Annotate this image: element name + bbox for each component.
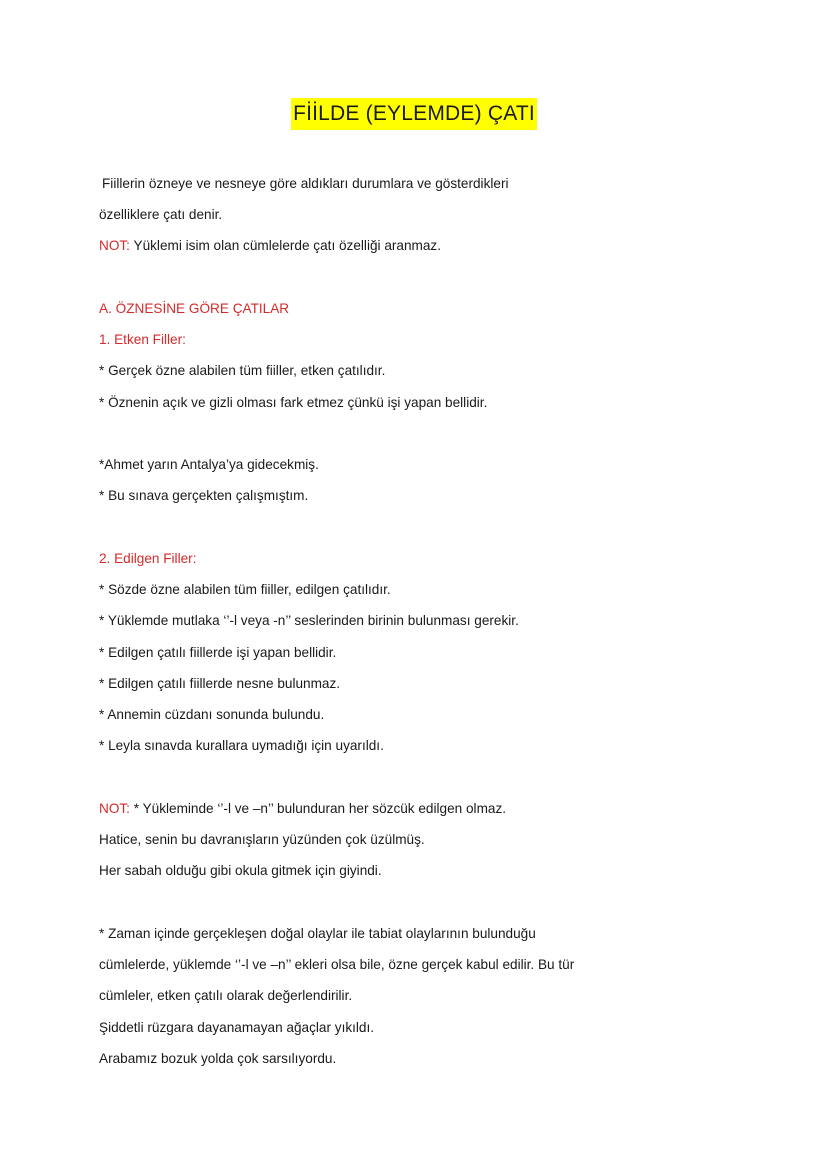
edilgen-item-2: * Yüklemde mutlaka ‘’-l veya -n’’ seslerinden birinin bulunması gerekir. — [99, 613, 519, 628]
title-wrapper — [0, 98, 828, 130]
note2-text: * Yükleminde ‘’-l ve –n’’ bulunduran her sözcük edilgen olmaz. — [129, 801, 507, 816]
edilgen-item-1: * Sözde özne alabilen tüm fiiller, edilgen çatılıdır. — [99, 582, 391, 597]
note2-label: NOT: — [99, 801, 130, 816]
note2-example-2: Her sabah olduğu gibi okula gitmek için giyindi. — [99, 863, 382, 878]
natural-line-3: cümleler, etken çatılı olarak değerlendirilir. — [99, 988, 353, 1003]
natural-line-2: cümlelerde, yüklemde ‘’-l ve –n’’ ekleri olsa bile, özne gerçek kabul edilir. Bu tür — [99, 957, 575, 972]
note-text: Yüklemi isim olan cümlelerde çatı özelliği aranmaz. — [129, 238, 441, 253]
edilgen-item-3: * Edilgen çatılı fiillerde işi yapan bellidir. — [99, 645, 337, 660]
note-label: NOT: — [99, 238, 130, 253]
section-a-heading: A. ÖZNESİNE GÖRE ÇATILAR — [99, 301, 290, 316]
edilgen-item-6: * Leyla sınavda kurallara uymadığı için uyarıldı. — [99, 738, 384, 753]
etken-heading: 1. Etken Filler: — [99, 332, 186, 347]
natural-example-1: Şiddetli rüzgara dayanamayan ağaçlar yıkıldı. — [99, 1020, 375, 1035]
intro-line-1: Fiillerin özneye ve nesneye göre aldıkları durumlara ve gösterdikleri — [102, 176, 509, 191]
etken-example-1: *Ahmet yarın Antalya’ya gidecekmiş. — [99, 457, 319, 472]
page-title: FİİLDE (EYLEMDE) ÇATI — [291, 98, 537, 130]
etken-item-2: * Öznenin açık ve gizli olması fark etmez çünkü işi yapan bellidir. — [99, 395, 488, 410]
note2-example-1: Hatice, senin bu davranışların yüzünden çok üzülmüş. — [99, 832, 425, 847]
intro-line-2: özelliklere çatı denir. — [99, 207, 223, 222]
note2-line — [99, 800, 506, 818]
natural-line-1: * Zaman içinde gerçekleşen doğal olaylar ile tabiat olaylarının bulunduğu — [99, 926, 536, 941]
intro-note — [99, 237, 441, 255]
edilgen-item-4: * Edilgen çatılı fiillerde nesne bulunmaz. — [99, 676, 341, 691]
edilgen-item-5: * Annemin cüzdanı sonunda bulundu. — [99, 707, 325, 722]
etken-item-1: * Gerçek özne alabilen tüm fiiller, etken çatılıdır. — [99, 363, 386, 378]
edilgen-heading: 2. Edilgen Filler: — [99, 551, 197, 566]
etken-example-2: * Bu sınava gerçekten çalışmıştım. — [99, 488, 309, 503]
natural-example-2: Arabamız bozuk yolda çok sarsılıyordu. — [99, 1051, 337, 1066]
